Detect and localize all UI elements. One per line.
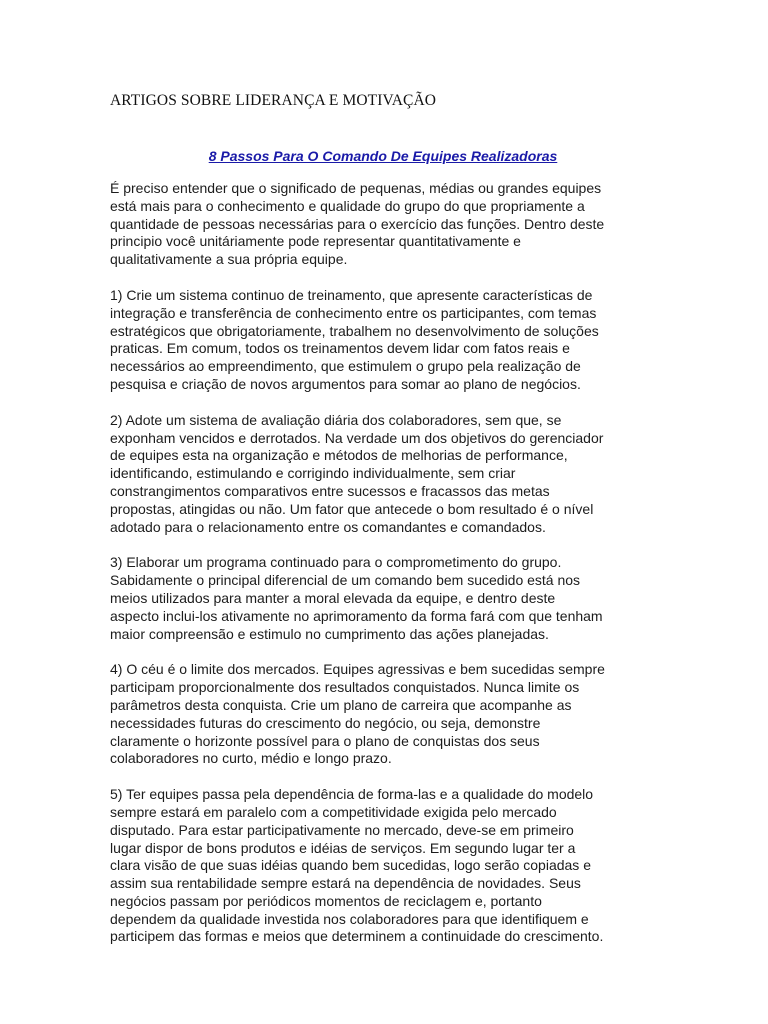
text-line: 5) Ter equipes passa pela dependência de forma-las e a qualidade do modelo — [110, 786, 594, 803]
text-line: estratégicos que obrigatoriamente, trabalhem no desenvolvimento de soluções — [110, 322, 599, 339]
text-line: parâmetros desta conquista. Crie um plano de carreira que acompanhe as — [110, 696, 572, 713]
paragraph-step-1 — [110, 287, 658, 394]
article-body — [110, 180, 658, 964]
text-line: quantidade de pessoas necessárias para o exercício das funções. Dentro deste — [110, 215, 605, 232]
text-line: meios utilizados para manter a moral elevada da equipe, e dentro deste — [110, 589, 556, 606]
text-line: integração e transferência de conhecimento entre os participantes, com temas — [110, 304, 597, 321]
article-title-link[interactable]: 8 Passos Para O Comando De Equipes Realizadoras — [208, 148, 558, 164]
text-line: adotado para o relacionamento entre os comandantes e comandados. — [110, 518, 546, 535]
text-line: participam proporcionalmente dos resultados conquistados. Nunca limite os — [110, 679, 580, 696]
text-line: disputado. Para estar participativamente no mercado, deve-se em primeiro — [110, 821, 574, 838]
text-line: identificando, estimulando e corrigindo individualmente, sem criar — [110, 465, 516, 482]
text-line: principio você unitáriamente pode representar quantitativamente e — [110, 233, 521, 250]
text-line: necessários ao empreendimento, que estimulem o grupo pela realização de — [110, 358, 581, 375]
text-line: aspecto inclui-los ativamente no aprimoramento da forma fará com que tenham — [110, 607, 603, 624]
text-line: de equipes esta na organização e métodos de melhorias de performance, — [110, 447, 568, 464]
text-line: exponham vencidos e derrotados. Na verdade um dos objetivos do gerenciador — [110, 429, 604, 446]
text-line: dependem da qualidade investida nos colaboradores para que identifiquem e — [110, 910, 589, 927]
text-line: claramente o horizonte possível para o plano de conquistas dos seus — [110, 732, 540, 749]
text-line: negócios passam por periódicos momentos de reciclagem e, portanto — [110, 892, 542, 909]
text-line: praticas. Em comum, todos os treinamentos devem lidar com fatos reais e — [110, 340, 570, 357]
text-line: necessidades futuras do crescimento do negócio, ou seja, demonstre — [110, 714, 541, 731]
text-line: participem das formas e meios que determinem a continuidade do crescimento. — [110, 928, 604, 945]
text-line: 2) Adote um sistema de avaliação diária dos colaboradores, sem que, se — [110, 411, 562, 428]
text-line: está mais para o conhecimento e qualidade do grupo do que propriamente a — [110, 197, 585, 214]
text-line: É preciso entender que o significado de pequenas, médias ou grandes equipes — [110, 180, 602, 196]
text-line: assim sua rentabilidade sempre estará na dependência de novidades. Seus — [110, 875, 581, 892]
text-line: pesquisa e criação de novos argumentos para somar ao plano de negócios. — [110, 375, 581, 392]
page-title: ARTIGOS SOBRE LIDERANÇA E MOTIVAÇÃO — [110, 92, 437, 109]
text-line: sempre estará em paralelo com a competitividade exigida pelo mercado — [110, 803, 557, 820]
text-line: constrangimentos comparativos entre sucessos e fracassos das metas — [110, 482, 550, 499]
paragraph-step-2 — [110, 412, 658, 537]
text-line: colaboradores no curto, médio e longo prazo. — [110, 750, 392, 767]
paragraph-intro — [110, 180, 658, 269]
text-line: 4) O céu é o limite dos mercados. Equipes agressivas e bem sucedidas sempre — [110, 661, 605, 678]
paragraph-step-4 — [110, 661, 658, 768]
text-line: 1) Crie um sistema continuo de treinamento, que apresente características de — [110, 286, 593, 303]
text-line: maior compreensão e estimulo no cumprimento das ações planejadas. — [110, 625, 549, 642]
paragraph-step-3 — [110, 554, 658, 643]
text-line: Sabidamente o principal diferencial de um comando bem sucedido está nos — [110, 572, 581, 589]
text-line: propostas, atingidas ou não. Um fator que antecede o bom resultado é o nível — [110, 500, 594, 517]
paragraph-step-5 — [110, 786, 658, 946]
text-line: 3) Elaborar um programa continuado para o comprometimento do grupo. — [110, 554, 562, 571]
text-line: clara visão de que suas idéias quando bem sucedidas, logo serão copiadas e — [110, 857, 591, 874]
text-line: qualitativamente a sua própria equipe. — [110, 251, 348, 268]
text-line: lugar dispor de bons produtos e idéias de serviços. Em segundo lugar ter a — [110, 839, 576, 856]
